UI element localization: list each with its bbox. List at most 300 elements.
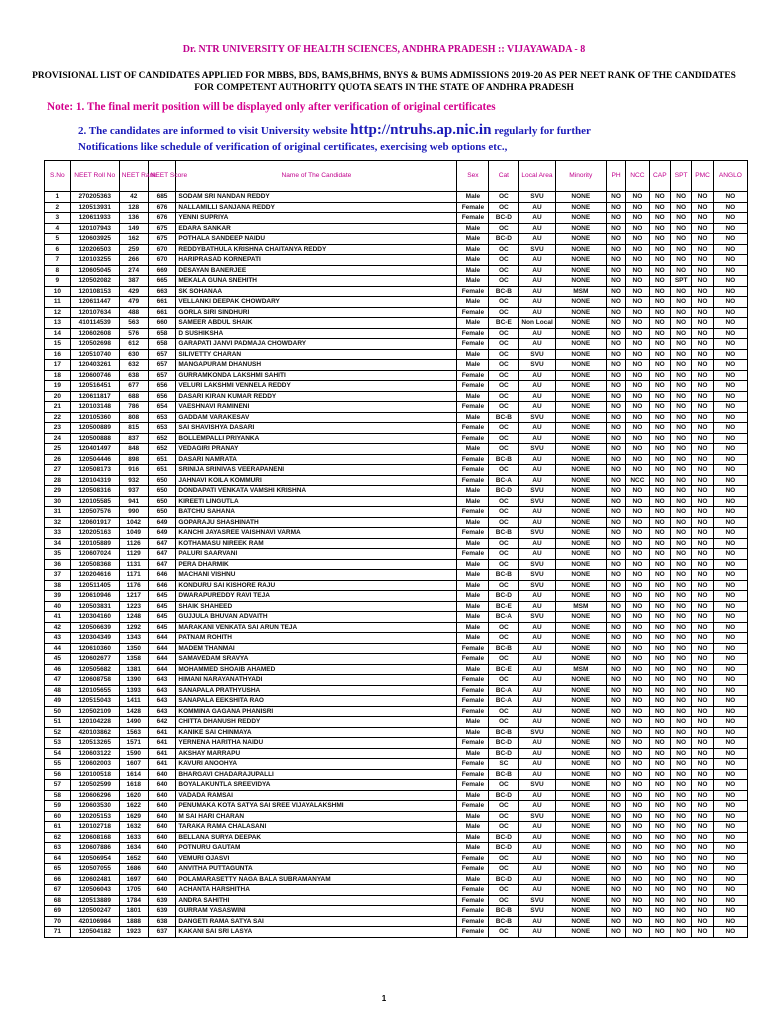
table-cell: NO [606,675,625,686]
table-cell: NO [649,906,670,917]
table-cell: NO [606,685,625,696]
table-cell: NO [713,549,747,560]
table-cell: AU [519,423,555,434]
table-cell: SVU [519,496,555,507]
table-cell: MADEM THANMAI [176,643,457,654]
table-cell: NO [626,916,650,927]
table-cell: 410114539 [70,318,119,329]
table-cell: AKSHAY MARRAPU [176,748,457,759]
table-cell: NO [606,538,625,549]
table-cell: NONE [555,654,606,665]
table-cell: 9 [45,276,71,287]
table-row [45,412,748,423]
table-cell: NO [606,622,625,633]
table-cell: 53 [45,738,71,749]
table-cell: NO [606,927,625,938]
table-cell: NO [649,885,670,896]
table-cell: Male [457,496,489,507]
table-cell: NO [649,223,670,234]
table-cell: OC [489,580,519,591]
table-cell: NO [671,244,692,255]
table-cell: NO [606,244,625,255]
table-cell: AU [519,328,555,339]
table-cell: 50 [45,706,71,717]
table-cell: 1358 [119,654,148,665]
table-cell: NO [626,538,650,549]
table-cell: NO [713,559,747,570]
table-cell: MEKALA GUNA SNEHITH [176,276,457,287]
table-cell: EDARA SANKAR [176,223,457,234]
table-cell: NO [606,507,625,518]
table-cell: NO [626,496,650,507]
table-cell: NONE [555,927,606,938]
table-cell: NO [692,706,713,717]
table-cell: NO [671,202,692,213]
table-cell: NONE [555,622,606,633]
table-row [45,433,748,444]
table-cell: NO [606,906,625,917]
table-row [45,192,748,203]
table-cell: NO [606,202,625,213]
table-cell: NO [626,696,650,707]
table-cell: AU [519,465,555,476]
table-cell: NO [692,465,713,476]
table-cell: NO [671,538,692,549]
table-cell: NO [692,853,713,864]
table-cell: NO [606,769,625,780]
table-cell: NO [649,328,670,339]
table-row [45,234,748,245]
table-cell: NO [626,433,650,444]
table-cell: MSM [555,286,606,297]
table-cell: 136 [119,213,148,224]
table-cell: BC-B [489,570,519,581]
table-cell: 42 [119,192,148,203]
table-cell: 650 [148,496,176,507]
table-cell: OC [489,927,519,938]
table-cell: NO [671,454,692,465]
table-cell: OC [489,391,519,402]
table-cell: NONE [555,801,606,812]
table-cell: 120513931 [70,202,119,213]
table-cell: Male [457,412,489,423]
table-cell: 35 [45,549,71,560]
table-cell: NO [671,496,692,507]
table-row [45,853,748,864]
table-cell: NO [649,759,670,770]
table-cell: AU [519,433,555,444]
table-cell: 120108153 [70,286,119,297]
table-cell: Female [457,916,489,927]
table-cell: 1042 [119,517,148,528]
table-cell: BATCHU SAHANA [176,507,457,518]
table-cell: NO [606,633,625,644]
table-cell: NO [671,570,692,581]
table-cell: SC [489,759,519,770]
website-link[interactable]: http://ntruhs.ap.nic.in [350,122,492,138]
table-row [45,486,748,497]
table-cell: NO [626,895,650,906]
table-cell: NO [692,192,713,203]
table-cell: 120602003 [70,759,119,770]
table-cell: NONE [555,496,606,507]
table-cell: NO [713,570,747,581]
table-cell: BC-E [489,664,519,675]
table-cell: SHAIK SHAHEED [176,601,457,612]
table-cell: KOMMINA GAGANA PHANISRI [176,706,457,717]
table-row [45,717,748,728]
table-cell: 120505682 [70,664,119,675]
table-row [45,685,748,696]
table-cell: NO [606,423,625,434]
table-cell: NO [649,202,670,213]
table-cell: NONE [555,748,606,759]
table-cell: NO [649,423,670,434]
table-cell: NO [692,759,713,770]
table-cell: NO [606,213,625,224]
table-cell: NO [713,496,747,507]
table-cell: Female [457,780,489,791]
table-cell: NO [606,748,625,759]
table-cell: NO [649,192,670,203]
table-cell: 1801 [119,906,148,917]
table-cell: NO [626,706,650,717]
table-cell: NO [606,559,625,570]
table-cell: KANIKE SAI CHINMAYA [176,727,457,738]
table-cell: NO [626,822,650,833]
table-cell: NO [606,444,625,455]
table-cell: OC [489,654,519,665]
table-cell: NO [671,759,692,770]
table-cell: Male [457,601,489,612]
table-cell: NO [692,727,713,738]
table-cell: NO [606,391,625,402]
table-cell: 815 [119,423,148,434]
table-cell: 1176 [119,580,148,591]
table-cell: NO [671,874,692,885]
table-row [45,528,748,539]
table-cell: NO [606,465,625,476]
table-cell: NO [671,475,692,486]
table-cell: PERA DHARMIK [176,559,457,570]
table-cell: NONE [555,759,606,770]
table-row [45,843,748,854]
table-cell: NO [713,255,747,266]
table-cell: NO [671,402,692,413]
table-cell: 429 [119,286,148,297]
table-cell: NO [692,265,713,276]
table-cell: NO [713,423,747,434]
table-cell: 1129 [119,549,148,560]
table-cell: NONE [555,738,606,749]
table-cell: 120504182 [70,927,119,938]
table-cell: NO [713,444,747,455]
table-cell: NO [713,475,747,486]
table-cell: 640 [148,864,176,875]
table-cell: BC-D [489,591,519,602]
table-cell: Female [457,381,489,392]
table-cell: NO [606,843,625,854]
table-cell: BC-B [489,769,519,780]
table-cell: SVU [519,360,555,371]
table-cell: HARIPRASAD KORNEPATI [176,255,457,266]
table-cell: NO [713,780,747,791]
table-cell: 670 [148,244,176,255]
column-header: ANGLO [713,161,747,192]
table-cell: OC [489,265,519,276]
table-cell: NO [713,528,747,539]
table-cell: NO [671,717,692,728]
table-cell: OC [489,706,519,717]
table-cell: 1350 [119,643,148,654]
table-cell: MACHANI VISHNU [176,570,457,581]
table-cell: 36 [45,559,71,570]
table-cell: NO [606,496,625,507]
table-cell: 120611447 [70,297,119,308]
table-cell: Female [457,370,489,381]
table-row [45,612,748,623]
table-cell: OC [489,349,519,360]
table-cell: NO [626,465,650,476]
table-cell: 638 [148,916,176,927]
table-row [45,370,748,381]
table-cell: 58 [45,790,71,801]
table-cell: REDDYBATHULA KRISHNA CHAITANYA REDDY [176,244,457,255]
page-number: 1 [381,994,387,1003]
table-cell: NO [713,801,747,812]
table-cell: 120500247 [70,906,119,917]
table-cell: 630 [119,349,148,360]
table-cell: NO [713,864,747,875]
column-header: Name of The Candidate [176,161,457,192]
table-cell: 661 [148,307,176,318]
table-cell: NO [649,675,670,686]
table-row [45,927,748,938]
table-cell: NO [606,339,625,350]
table-cell: NO [626,927,650,938]
table-cell: OC [489,328,519,339]
table-cell: 1629 [119,811,148,822]
table-cell: AU [519,213,555,224]
table-cell: AU [519,549,555,560]
table-cell: OC [489,538,519,549]
table-cell: AU [519,223,555,234]
table-cell: 270205363 [70,192,119,203]
table-cell: KONDURU SAI KISHORE RAJU [176,580,457,591]
table-cell: 42 [45,622,71,633]
table-cell: NO [692,591,713,602]
table-cell: 44 [45,643,71,654]
table-cell: NO [692,213,713,224]
table-row [45,790,748,801]
table-cell: BELLANA SURYA DEEPAK [176,832,457,843]
table-row [45,538,748,549]
table-cell: 120504446 [70,454,119,465]
table-cell: NONE [555,790,606,801]
table-cell: NO [626,192,650,203]
table-cell: 640 [148,853,176,864]
table-cell: Female [457,423,489,434]
table-cell: 48 [45,685,71,696]
table-cell: NO [649,349,670,360]
table-cell: OC [489,202,519,213]
table-cell: NO [606,864,625,875]
table-cell: NO [626,307,650,318]
table-cell: 649 [148,517,176,528]
table-cell: OC [489,244,519,255]
table-cell: 639 [148,895,176,906]
table-cell: 120611933 [70,213,119,224]
table-cell: 654 [148,402,176,413]
table-cell: NO [671,255,692,266]
table-cell: 120607024 [70,549,119,560]
table-cell: NO [671,738,692,749]
column-header: PH [606,161,625,192]
table-cell: NO [713,507,747,518]
table-cell: OC [489,360,519,371]
table-cell: 23 [45,423,71,434]
table-cell: 576 [119,328,148,339]
table-cell: DASARI NAMRATA [176,454,457,465]
table-cell: AU [519,654,555,665]
table-row [45,276,748,287]
table-cell: 657 [148,370,176,381]
table-cell: 1622 [119,801,148,812]
table-cell: 120103255 [70,255,119,266]
table-cell: DONDAPATI VENKATA VAMSHI KRISHNA [176,486,457,497]
table-cell: NO [649,622,670,633]
table-cell: NO [649,360,670,371]
table-cell: 637 [148,927,176,938]
table-cell: 120608758 [70,675,119,686]
table-cell: 120500889 [70,423,119,434]
table-cell: NO [713,297,747,308]
table-cell: 27 [45,465,71,476]
table-cell: Male [457,360,489,371]
table-cell: 120607886 [70,843,119,854]
table-cell: NO [626,444,650,455]
table-cell: AU [519,307,555,318]
table-cell: NO [606,916,625,927]
table-cell: PALURI SAARVANI [176,549,457,560]
table-cell: NO [713,213,747,224]
table-cell: NO [649,748,670,759]
table-cell: NO [671,234,692,245]
table-cell: NO [671,591,692,602]
table-cell: 120506639 [70,622,119,633]
table-cell: NO [626,612,650,623]
table-cell: NONE [555,570,606,581]
table-cell: NO [692,654,713,665]
table-cell: 120204616 [70,570,119,581]
table-cell: Male [457,223,489,234]
table-cell: BOLLEMPALLI PRIYANKA [176,433,457,444]
table-cell: NO [713,601,747,612]
table-cell: NO [692,517,713,528]
table-cell: NO [649,832,670,843]
table-cell: 641 [148,759,176,770]
table-cell: JAHNAVI KOILA KOMMURI [176,475,457,486]
table-cell: NO [692,748,713,759]
table-cell: NO [671,612,692,623]
table-cell: 650 [148,486,176,497]
table-cell: NONE [555,559,606,570]
table-cell: Male [457,244,489,255]
table-cell: MANGAPURAM DHANUSH [176,360,457,371]
table-cell: 64 [45,853,71,864]
table-cell: 51 [45,717,71,728]
table-cell: 1 [45,192,71,203]
table-cell: 120401497 [70,444,119,455]
table-row [45,769,748,780]
document-title: PROVISIONAL LIST OF CANDIDATES APPLIED FOR MBBS, BDS, BAMS,BHMS, BNYS & BUMS ADMISSIONS 2019-20 AS PER NEET RANK OF THE CANDIDATES FOR COMPETENT AUTHORITY QUOTA SEATS IN THE STATE OF ANDHRA PRADESH [32,71,736,93]
table-header-row [45,161,748,192]
table-cell: NO [671,780,692,791]
table-cell: 645 [148,591,176,602]
table-cell: NO [606,591,625,602]
table-cell: NONE [555,853,606,864]
table-cell: BHARGAVI CHADARAJUPALLI [176,769,457,780]
table-cell: NO [626,738,650,749]
table-cell: NO [671,412,692,423]
table-cell: NO [671,601,692,612]
table-cell: MARAKANI VENKATA SAI ARUN TEJA [176,622,457,633]
table-cell: NO [649,801,670,812]
table-cell: NO [671,465,692,476]
table-cell: NO [692,475,713,486]
table-cell: 1888 [119,916,148,927]
table-cell: AU [519,790,555,801]
table-row [45,885,748,896]
table-cell: NO [713,381,747,392]
table-cell: OC [489,885,519,896]
table-cell: NO [649,654,670,665]
table-cell: NO [692,202,713,213]
table-cell: 120205163 [70,528,119,539]
table-cell: NO [692,811,713,822]
table-cell: NO [713,286,747,297]
table-cell: NO [713,769,747,780]
table-cell: NONE [555,580,606,591]
table-cell: NO [606,318,625,329]
column-header: S.No [45,161,71,192]
table-cell: BC-D [489,486,519,497]
table-cell: NO [713,885,747,896]
table-cell: 26 [45,454,71,465]
table-cell: 937 [119,486,148,497]
table-cell: NO [626,759,650,770]
table-cell: Female [457,696,489,707]
table-cell: 41 [45,612,71,623]
table-cell: NO [671,507,692,518]
table-cell: NO [626,202,650,213]
table-cell: NO [649,391,670,402]
table-cell: 1217 [119,591,148,602]
table-cell: NO [606,895,625,906]
table-cell: NO [692,549,713,560]
table-cell: 62 [45,832,71,843]
table-cell: 40 [45,601,71,612]
table-cell: 120508316 [70,486,119,497]
table-cell: Female [457,769,489,780]
table-cell: SANAPALA EEKSHITA RAO [176,696,457,707]
table-cell: AU [519,685,555,696]
table-cell: NO [713,832,747,843]
table-cell: Female [457,759,489,770]
table-cell: 640 [148,885,176,896]
table-cell: NO [606,328,625,339]
table-cell: BC-D [489,234,519,245]
